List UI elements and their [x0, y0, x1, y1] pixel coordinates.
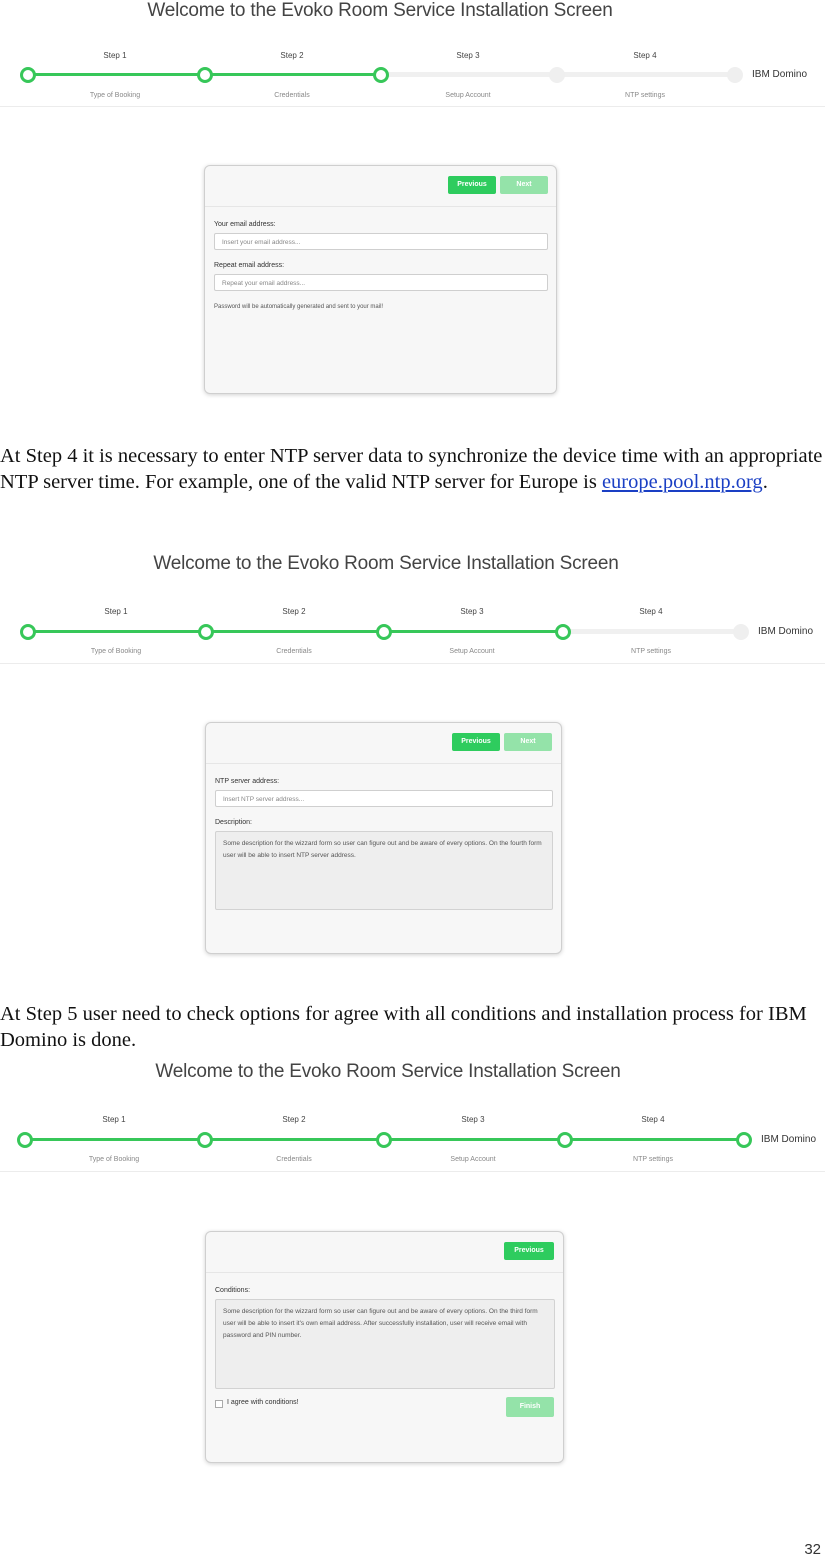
agree-label[interactable]: I agree with conditions!	[227, 1399, 299, 1406]
screen-title: Welcome to the Evoko Room Service Installation Screen	[153, 553, 619, 574]
screenshot-step3	[0, 0, 825, 400]
paragraph-step5: At Step 5 user need to check options for agree with all conditions and installation process for IBM Domino is done.	[0, 1003, 807, 1051]
step-dot-final[interactable]	[733, 624, 749, 640]
paragraph-step4-text: At Step 4 it is necessary to enter NTP server data to synchronize the device time with an appropriate NTP server time. For example, one of the valid NTP server for Europe is	[0, 445, 823, 493]
step-dot-2[interactable]	[197, 1132, 213, 1148]
screenshot-step5	[0, 1061, 825, 1471]
email-label: Your email address:	[214, 221, 276, 228]
ntp-address-input[interactable]: Insert NTP server address...	[215, 790, 553, 807]
step-label-1: Step 1	[104, 607, 128, 616]
step-dot-2[interactable]	[198, 624, 214, 640]
divider	[0, 1171, 825, 1172]
step-label-4: Step 4	[633, 51, 657, 60]
paragraph-step4	[0, 443, 825, 495]
step-sub-3: Setup Account	[445, 92, 491, 99]
next-button[interactable]: Next	[500, 176, 548, 194]
step-dot-2[interactable]	[197, 67, 213, 83]
final-step-label: IBM Domino	[758, 626, 814, 637]
divider	[0, 663, 825, 664]
step-dot-final[interactable]	[736, 1132, 752, 1148]
step-dot-4[interactable]	[549, 67, 565, 83]
step-sub-3: Setup Account	[450, 1156, 496, 1163]
progress-line-pending	[562, 629, 740, 634]
step-dot-1[interactable]	[20, 624, 36, 640]
step-sub-1: Type of Booking	[88, 1156, 140, 1163]
step-sub-4: NTP settings	[631, 648, 671, 655]
previous-button[interactable]: Previous	[504, 1242, 554, 1260]
card-divider	[206, 1272, 563, 1273]
next-button[interactable]: Next	[504, 733, 552, 751]
step-label-2: Step 2	[282, 1115, 306, 1124]
email-form-card	[204, 165, 557, 394]
step-sub-1: Type of Booking	[90, 648, 142, 655]
card-divider	[205, 206, 556, 207]
step-dot-1[interactable]	[17, 1132, 33, 1148]
wizard-progress	[0, 46, 825, 106]
step-sub-3: Setup Account	[449, 648, 495, 655]
screen-title: Welcome to the Evoko Room Service Installation Screen	[147, 0, 613, 21]
ntp-address-label: NTP server address:	[215, 778, 280, 785]
ntp-pool-link[interactable]: europe.pool.ntp.org	[601, 471, 763, 493]
step-sub-1: Type of Booking	[89, 92, 141, 99]
agree-checkbox[interactable]	[215, 1400, 223, 1408]
step-dot-final[interactable]	[727, 67, 743, 83]
wizard-progress	[0, 1110, 825, 1170]
step-label-4: Step 4	[641, 1115, 665, 1124]
screenshot-step4	[0, 553, 825, 963]
step-label-4: Step 4	[639, 607, 663, 616]
step-label-3: Step 3	[456, 51, 480, 60]
step-sub-4: NTP settings	[625, 92, 665, 99]
step-label-1: Step 1	[103, 51, 127, 60]
final-step-label: IBM Domino	[761, 1134, 817, 1145]
divider	[0, 106, 825, 107]
conditions-form-card	[205, 1231, 564, 1463]
step-label-3: Step 3	[460, 607, 484, 616]
step-dot-1[interactable]	[20, 67, 36, 83]
final-step-label: IBM Domino	[752, 69, 808, 80]
step-sub-4: NTP settings	[633, 1156, 673, 1163]
step-dot-4[interactable]	[555, 624, 571, 640]
step-label-3: Step 3	[461, 1115, 485, 1124]
password-note: Password will be automatically generated and sent to your mail!	[214, 304, 384, 310]
step-sub-2: Credentials	[276, 648, 312, 655]
repeat-email-label: Repeat email address:	[214, 262, 285, 269]
paragraph-step4-suffix: .	[762, 471, 768, 493]
step-dot-3[interactable]	[376, 1132, 392, 1148]
email-input[interactable]: Insert your email address...	[214, 233, 548, 250]
finish-button[interactable]: Finish	[506, 1397, 554, 1417]
conditions-textarea[interactable]: Some description for the wizzard form so user can figure out and be aware of every options. On the third form user will be able to insert it's own email address. After successfully installation, user will receive email with password and PIN number.	[215, 1299, 555, 1389]
conditions-label: Conditions:	[215, 1287, 251, 1294]
page-number: 32	[804, 1541, 821, 1558]
ntp-form-card	[205, 722, 562, 954]
step-dot-4[interactable]	[557, 1132, 573, 1148]
card-divider	[206, 763, 561, 764]
screen-title: Welcome to the Evoko Room Service Installation Screen	[155, 1061, 621, 1082]
step-sub-2: Credentials	[274, 92, 310, 99]
repeat-email-input[interactable]: Repeat your email address...	[214, 274, 548, 291]
previous-button[interactable]: Previous	[452, 733, 500, 751]
step-label-2: Step 2	[282, 607, 306, 616]
step-dot-3[interactable]	[373, 67, 389, 83]
previous-button[interactable]: Previous	[448, 176, 496, 194]
description-label: Description:	[215, 819, 252, 826]
wizard-progress	[0, 602, 825, 662]
step-label-2: Step 2	[280, 51, 304, 60]
progress-line-done	[27, 630, 562, 633]
description-textarea[interactable]: Some description for the wizzard form so user can figure out and be aware of every options. On the fourth form user will be able to insert NTP server address.	[215, 831, 553, 910]
step-dot-3[interactable]	[376, 624, 392, 640]
step-sub-2: Credentials	[276, 1156, 312, 1163]
step-label-1: Step 1	[102, 1115, 126, 1124]
